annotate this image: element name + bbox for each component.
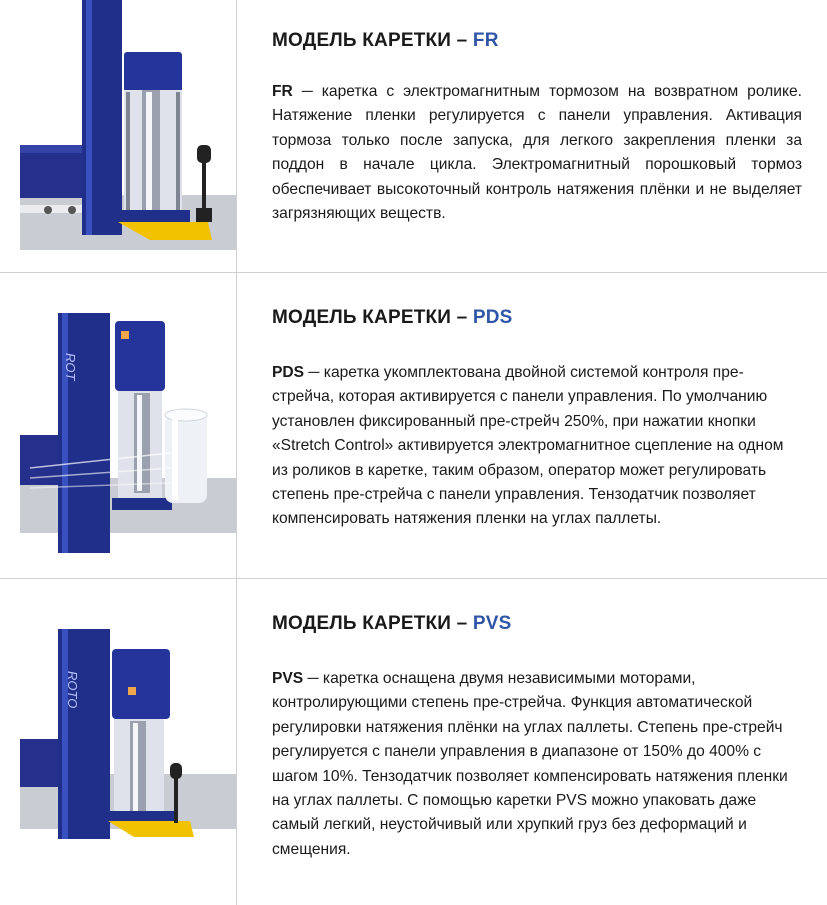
- title-heading: МОДЕЛЬ КАРЕТКИ –: [272, 613, 468, 634]
- carriage-section-pds: [0, 273, 827, 578]
- carriage-section-fr: [0, 0, 827, 272]
- svg-text:ROTO: ROTO: [65, 671, 80, 709]
- description-text: ─ каретка оснащена двумя независимыми моторами, контролирующими степень пре-стрейча. Функция автоматической регулировки натяжения плёнки на углах паллеты. Степень пре-стрейч регулируется с панели управления в диапазоне от 150% до 400% с шагом 10%. Тензодатчик позволяет компенсировать натяжения пленки на углах паллеты. С помощью каретки PVS можно упаковать даже самый легкий, неустойчивый или хрупкий груз без деформаций и смещения.: [272, 670, 788, 858]
- carriage-section-pvs: [0, 579, 827, 905]
- section-title: [272, 613, 512, 635]
- title-heading: МОДЕЛЬ КАРЕТКИ –: [272, 30, 468, 51]
- description-lead: PVS: [272, 670, 304, 687]
- description-lead: FR: [272, 83, 293, 100]
- section-title: [272, 307, 513, 329]
- pvs-carriage-image: [0, 579, 236, 905]
- title-heading: МОДЕЛЬ КАРЕТКИ –: [272, 307, 468, 328]
- section-description: [272, 80, 802, 226]
- svg-text:ROT: ROT: [63, 353, 78, 381]
- description-lead: PDS: [272, 364, 305, 381]
- description-text: ─ каретка с электромагнитным тормозом на возвратном ролике. Натяжение пленки регулируется с панели управления. Активация тормоза только после запуска, для легкого закрепления пленки за поддон в начале цикла. Электромагнитный порошковый тормоз обеспечивает высокоточный контроль натяжения плёнки и не выделяет загрязняющих веществ.: [272, 83, 802, 223]
- description-text: ─ каретка укомплектована двойной системой контроля пре-стрейча, которая активируется с панели управления. По умолчанию установлен фиксированный пре-стрейч 250%, при нажатии кнопки «Stretch Control» активируется электромагнитное сцепление на одном из роликов в каретке, таким образом, оператор может регулировать степень пре-стрейча с панели управления. Тензодатчик позволяет компенсировать натяжения пленки на углах паллеты.: [272, 364, 784, 528]
- title-model-code: PDS: [472, 307, 513, 328]
- title-model-code: PVS: [472, 613, 512, 634]
- section-title: [272, 30, 499, 52]
- section-description: [272, 667, 802, 862]
- fr-carriage-image: [0, 0, 236, 272]
- pds-carriage-image: [0, 273, 236, 578]
- title-model-code: FR: [472, 30, 499, 51]
- section-description: [272, 361, 802, 532]
